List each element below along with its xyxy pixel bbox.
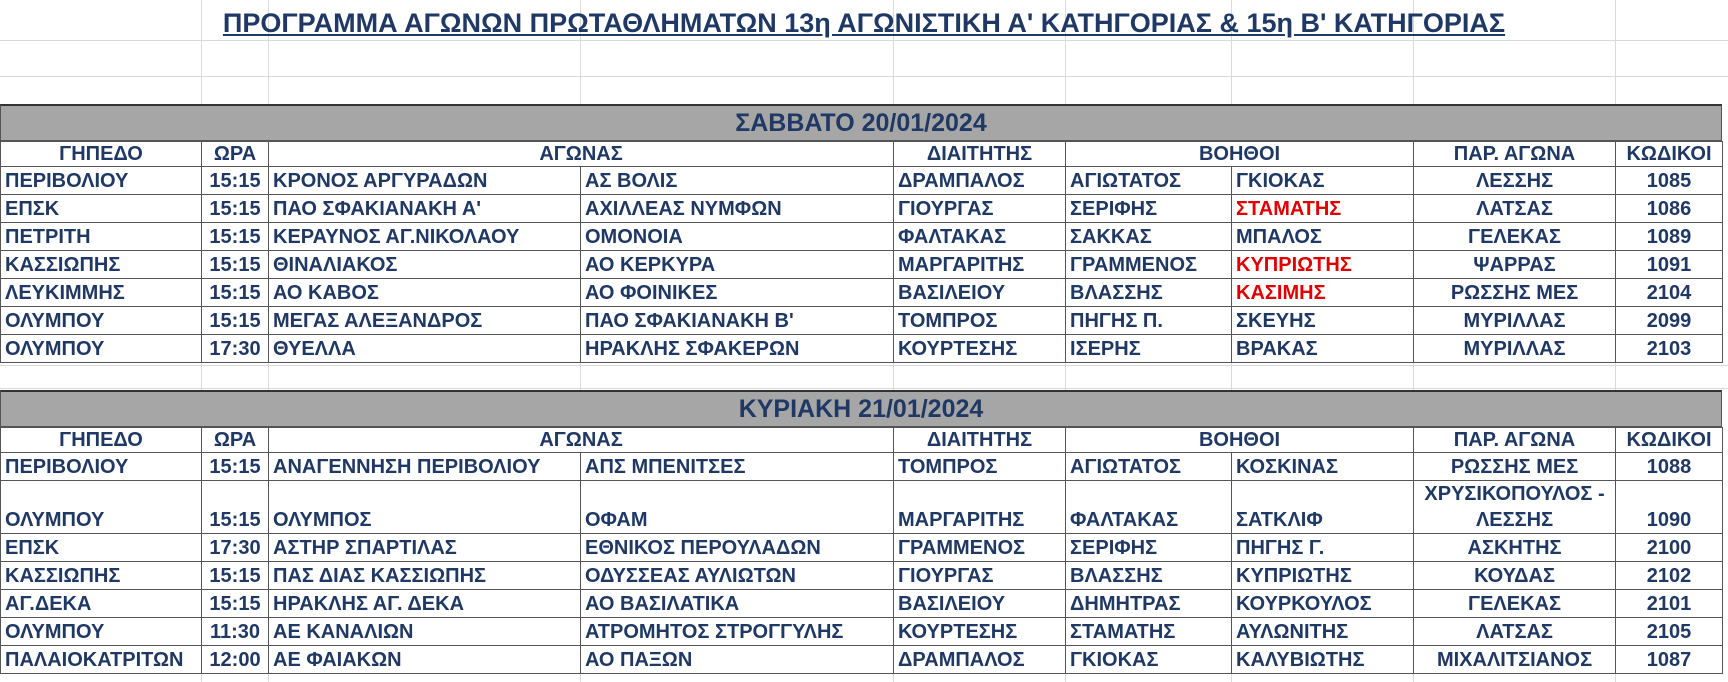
cell-code: 1091 [1616, 251, 1723, 279]
cell-time: 15:15 [202, 223, 269, 251]
cell-away-team: ΟΔΥΣΣΕΑΣ ΑΥΛΙΩΤΩΝ [581, 562, 894, 590]
cell-assistant-2: ΚΑΛΥΒΙΩΤΗΣ [1232, 646, 1414, 674]
header-field: ΓΗΠΕΔΟ [1, 428, 202, 453]
header-observer: ΠΑΡ. ΑΓΩΝΑ [1414, 142, 1616, 167]
cell-field: ΠΕΤΡΙΤΗ [1, 223, 202, 251]
grid-line [0, 388, 1728, 389]
cell-assistant-2: ΣΤΑΜΑΤΗΣ [1232, 195, 1414, 223]
cell-assistant-2: ΒΡΑΚΑΣ [1232, 335, 1414, 363]
cell-assistant-1: ΣΕΡΙΦΗΣ [1066, 534, 1232, 562]
cell-code: 1087 [1616, 646, 1723, 674]
cell-field: ΠΕΡΙΒΟΛΙΟΥ [1, 167, 202, 195]
header-time: ΩΡΑ [202, 142, 269, 167]
cell-assistant-1: ΓΚΙΟΚΑΣ [1066, 646, 1232, 674]
cell-field: ΚΑΣΣΙΩΠΗΣ [1, 251, 202, 279]
cell-away-team: ΑΧΙΛΛΕΑΣ ΝΥΜΦΩΝ [581, 195, 894, 223]
cell-referee: ΦΑΛΤΑΚΑΣ [894, 223, 1066, 251]
cell-home-team: ΠΑΣ ΔΙΑΣ ΚΑΣΣΙΩΠΗΣ [269, 562, 581, 590]
cell-referee: ΓΙΟΥΡΓΑΣ [894, 562, 1066, 590]
cell-assistant-1: ΙΣΕΡΗΣ [1066, 335, 1232, 363]
cell-home-team: ΘΙΝΑΛΙΑΚΟΣ [269, 251, 581, 279]
header-field: ΓΗΠΕΔΟ [1, 142, 202, 167]
table-row [1, 307, 1723, 335]
cell-code: 2100 [1616, 534, 1723, 562]
cell-field: ΟΛΥΜΠΟΥ [1, 307, 202, 335]
cell-code: 2105 [1616, 618, 1723, 646]
table-row [1, 481, 1723, 534]
cell-observer: ΓΕΛΕΚΑΣ [1414, 590, 1616, 618]
grid-line [0, 76, 1728, 77]
sunday-table [0, 427, 1723, 674]
cell-assistant-1: ΠΗΓΗΣ Π. [1066, 307, 1232, 335]
cell-referee: ΔΡΑΜΠΑΛΟΣ [894, 646, 1066, 674]
header-assistants: ΒΟΗΘΟΙ [1066, 142, 1414, 167]
sunday-section [0, 390, 1722, 674]
grid-line [0, 40, 1728, 41]
cell-assistant-2: ΚΥΠΡΙΩΤΗΣ [1232, 562, 1414, 590]
page-title: ΠΡΟΓΡΑΜΜΑ ΑΓΩΝΩΝ ΠΡΩΤΑΘΛΗΜΑΤΩΝ 13η ΑΓΩΝΙΣΤΙΚΗ Α' ΚΑΤΗΓΟΡΙΑΣ & 15η Β' ΚΑΤΗΓΟΡΙΑΣ [222, 8, 1506, 38]
cell-time: 15:15 [202, 195, 269, 223]
cell-referee: ΒΑΣΙΛΕΙΟΥ [894, 279, 1066, 307]
cell-home-team: ΑΝΑΓΕΝΝΗΣΗ ΠΕΡΙΒΟΛΙΟΥ [269, 453, 581, 481]
cell-time: 15:15 [202, 279, 269, 307]
cell-time: 15:15 [202, 167, 269, 195]
header-codes: ΚΩΔΙΚΟΙ [1616, 142, 1723, 167]
cell-time: 17:30 [202, 534, 269, 562]
cell-time: 15:15 [202, 562, 269, 590]
cell-away-team: ΑΟ ΒΑΣΙΛΑΤΙΚΑ [581, 590, 894, 618]
table-row [1, 167, 1723, 195]
cell-field: ΟΛΥΜΠΟΥ [1, 481, 202, 534]
cell-away-team: ΑΤΡΟΜΗΤΟΣ ΣΤΡΟΓΓΥΛΗΣ [581, 618, 894, 646]
cell-assistant-1: ΦΑΛΤΑΚΑΣ [1066, 481, 1232, 534]
cell-time: 15:15 [202, 590, 269, 618]
cell-assistant-1: ΣΑΚΚΑΣ [1066, 223, 1232, 251]
cell-assistant-2: ΜΠΑΛΟΣ [1232, 223, 1414, 251]
table-row [1, 279, 1723, 307]
cell-referee: ΜΑΡΓΑΡΙΤΗΣ [894, 251, 1066, 279]
cell-time: 15:15 [202, 307, 269, 335]
cell-field: ΕΠΣΚ [1, 195, 202, 223]
cell-home-team: ΚΡΟΝΟΣ ΑΡΓΥΡΑΔΩΝ [269, 167, 581, 195]
saturday-table [0, 141, 1723, 363]
table-row [1, 195, 1723, 223]
cell-observer: ΡΩΣΣΗΣ ΜΕΣ [1414, 279, 1616, 307]
cell-observer: ΜΙΧΑΛΙΤΣΙΑΝΟΣ [1414, 646, 1616, 674]
cell-observer: ΛΑΤΣΑΣ [1414, 618, 1616, 646]
cell-code: 1088 [1616, 453, 1723, 481]
cell-time: 11:30 [202, 618, 269, 646]
cell-assistant-2: ΚΥΠΡΙΩΤΗΣ [1232, 251, 1414, 279]
cell-referee: ΓΡΑΜΜΕΝΟΣ [894, 534, 1066, 562]
grid-line [0, 365, 1728, 366]
cell-away-team: ΑΟ ΦΟΙΝΙΚΕΣ [581, 279, 894, 307]
cell-time: 15:15 [202, 251, 269, 279]
header-referee: ΔΙΑΙΤΗΤΗΣ [894, 142, 1066, 167]
cell-away-team: ΟΦΑΜ [581, 481, 894, 534]
header-codes: ΚΩΔΙΚΟΙ [1616, 428, 1723, 453]
table-row [1, 335, 1723, 363]
table-row [1, 223, 1723, 251]
cell-observer: ΓΕΛΕΚΑΣ [1414, 223, 1616, 251]
cell-assistant-1: ΣΤΑΜΑΤΗΣ [1066, 618, 1232, 646]
cell-field: ΟΛΥΜΠΟΥ [1, 335, 202, 363]
sunday-date-band: ΚΥΡΙΑΚΗ 21/01/2024 [0, 390, 1722, 427]
cell-home-team: ΗΡΑΚΛΗΣ ΑΓ. ΔΕΚΑ [269, 590, 581, 618]
cell-code: 1090 [1616, 481, 1723, 534]
cell-time: 15:15 [202, 481, 269, 534]
cell-code: 2104 [1616, 279, 1723, 307]
cell-assistant-1: ΣΕΡΙΦΗΣ [1066, 195, 1232, 223]
cell-away-team: ΟΜΟΝΟΙΑ [581, 223, 894, 251]
cell-code: 2103 [1616, 335, 1723, 363]
cell-home-team: ΜΕΓΑΣ ΑΛΕΞΑΝΔΡΟΣ [269, 307, 581, 335]
cell-field: ΠΕΡΙΒΟΛΙΟΥ [1, 453, 202, 481]
cell-home-team: ΑΕ ΦΑΙΑΚΩΝ [269, 646, 581, 674]
cell-code: 1086 [1616, 195, 1723, 223]
cell-away-team: ΕΘΝΙΚΟΣ ΠΕΡΟΥΛΑΔΩΝ [581, 534, 894, 562]
cell-field: ΕΠΣΚ [1, 534, 202, 562]
cell-assistant-2: ΑΥΛΩΝΙΤΗΣ [1232, 618, 1414, 646]
cell-assistant-1: ΒΛΑΣΣΗΣ [1066, 562, 1232, 590]
table-row [1, 646, 1723, 674]
cell-time: 12:00 [202, 646, 269, 674]
cell-field: ΑΓ.ΔΕΚΑ [1, 590, 202, 618]
table-row [1, 251, 1723, 279]
cell-referee: ΚΟΥΡΤΕΣΗΣ [894, 335, 1066, 363]
cell-referee: ΤΟΜΠΡΟΣ [894, 453, 1066, 481]
cell-home-team: ΑΟ ΚΑΒΟΣ [269, 279, 581, 307]
cell-assistant-2: ΣΑΤΚΛΙΦ [1232, 481, 1414, 534]
cell-observer: ΑΣΚΗΤΗΣ [1414, 534, 1616, 562]
cell-referee: ΓΙΟΥΡΓΑΣ [894, 195, 1066, 223]
header-referee: ΔΙΑΙΤΗΤΗΣ [894, 428, 1066, 453]
cell-code: 1089 [1616, 223, 1723, 251]
cell-observer: ΚΟΥΔΑΣ [1414, 562, 1616, 590]
cell-code: 1085 [1616, 167, 1723, 195]
cell-observer: ΡΩΣΣΗΣ ΜΕΣ [1414, 453, 1616, 481]
header-match: ΑΓΩΝΑΣ [269, 142, 894, 167]
cell-observer: ΛΕΣΣΗΣ [1414, 167, 1616, 195]
cell-time: 15:15 [202, 453, 269, 481]
header-match: ΑΓΩΝΑΣ [269, 428, 894, 453]
cell-referee: ΚΟΥΡΤΕΣΗΣ [894, 618, 1066, 646]
table-row [1, 618, 1723, 646]
cell-assistant-1: ΑΓΙΩΤΑΤΟΣ [1066, 453, 1232, 481]
cell-field: ΠΑΛΑΙΟΚΑΤΡΙΤΩΝ [1, 646, 202, 674]
cell-away-team: ΑΣ ΒΟΛΙΣ [581, 167, 894, 195]
cell-field: ΛΕΥΚΙΜΜΗΣ [1, 279, 202, 307]
cell-away-team: ΗΡΑΚΛΗΣ ΣΦΑΚΕΡΩΝ [581, 335, 894, 363]
cell-observer: ΜΥΡΙΛΛΑΣ [1414, 335, 1616, 363]
cell-field: ΟΛΥΜΠΟΥ [1, 618, 202, 646]
cell-code: 2099 [1616, 307, 1723, 335]
cell-home-team: ΠΑΟ ΣΦΑΚΙΑΝΑΚΗ Α' [269, 195, 581, 223]
cell-assistant-2: ΚΟΥΡΚΟΥΛΟΣ [1232, 590, 1414, 618]
header-assistants: ΒΟΗΘΟΙ [1066, 428, 1414, 453]
table-row [1, 453, 1723, 481]
saturday-section [0, 104, 1722, 363]
cell-assistant-1: ΔΗΜΗΤΡΑΣ [1066, 590, 1232, 618]
cell-code: 2102 [1616, 562, 1723, 590]
cell-assistant-1: ΒΛΑΣΣΗΣ [1066, 279, 1232, 307]
cell-observer: ΜΥΡΙΛΛΑΣ [1414, 307, 1616, 335]
cell-referee: ΜΑΡΓΑΡΙΤΗΣ [894, 481, 1066, 534]
cell-referee: ΔΡΑΜΠΑΛΟΣ [894, 167, 1066, 195]
cell-assistant-2: ΓΚΙΟΚΑΣ [1232, 167, 1414, 195]
cell-home-team: ΘΥΕΛΛΑ [269, 335, 581, 363]
cell-home-team: ΚΕΡΑΥΝΟΣ ΑΓ.ΝΙΚΟΛΑΟΥ [269, 223, 581, 251]
cell-time: 17:30 [202, 335, 269, 363]
cell-field: ΚΑΣΣΙΩΠΗΣ [1, 562, 202, 590]
table-row [1, 562, 1723, 590]
header-row [1, 428, 1723, 453]
header-time: ΩΡΑ [202, 428, 269, 453]
cell-away-team: ΑΠΣ ΜΠΕΝΙΤΣΕΣ [581, 453, 894, 481]
cell-observer: ΛΑΤΣΑΣ [1414, 195, 1616, 223]
cell-home-team: ΑΕ ΚΑΝΑΛΙΩΝ [269, 618, 581, 646]
header-row [1, 142, 1723, 167]
saturday-date-band: ΣΑΒΒΑΤΟ 20/01/2024 [0, 104, 1722, 141]
cell-assistant-2: ΚΑΣΙΜΗΣ [1232, 279, 1414, 307]
cell-assistant-2: ΠΗΓΗΣ Γ. [1232, 534, 1414, 562]
cell-away-team: ΠΑΟ ΣΦΑΚΙΑΝΑΚΗ Β' [581, 307, 894, 335]
cell-referee: ΒΑΣΙΛΕΙΟΥ [894, 590, 1066, 618]
cell-code: 2101 [1616, 590, 1723, 618]
header-observer: ΠΑΡ. ΑΓΩΝΑ [1414, 428, 1616, 453]
cell-away-team: ΑΟ ΠΑΞΩΝ [581, 646, 894, 674]
table-row [1, 534, 1723, 562]
cell-observer: ΨΑΡΡΑΣ [1414, 251, 1616, 279]
cell-observer: ΧΡΥΣΙΚΟΠΟΥΛΟΣ - ΛΕΣΣΗΣ [1414, 481, 1616, 534]
cell-home-team: ΟΛΥΜΠΟΣ [269, 481, 581, 534]
cell-assistant-1: ΓΡΑΜΜΕΝΟΣ [1066, 251, 1232, 279]
cell-assistant-2: ΣΚΕΥΗΣ [1232, 307, 1414, 335]
cell-assistant-2: ΚΟΣΚΙΝΑΣ [1232, 453, 1414, 481]
cell-away-team: ΑΟ ΚΕΡΚΥΡΑ [581, 251, 894, 279]
cell-assistant-1: ΑΓΙΩΤΑΤΟΣ [1066, 167, 1232, 195]
cell-referee: ΤΟΜΠΡΟΣ [894, 307, 1066, 335]
cell-home-team: ΑΣΤΗΡ ΣΠΑΡΤΙΛΑΣ [269, 534, 581, 562]
table-row [1, 590, 1723, 618]
